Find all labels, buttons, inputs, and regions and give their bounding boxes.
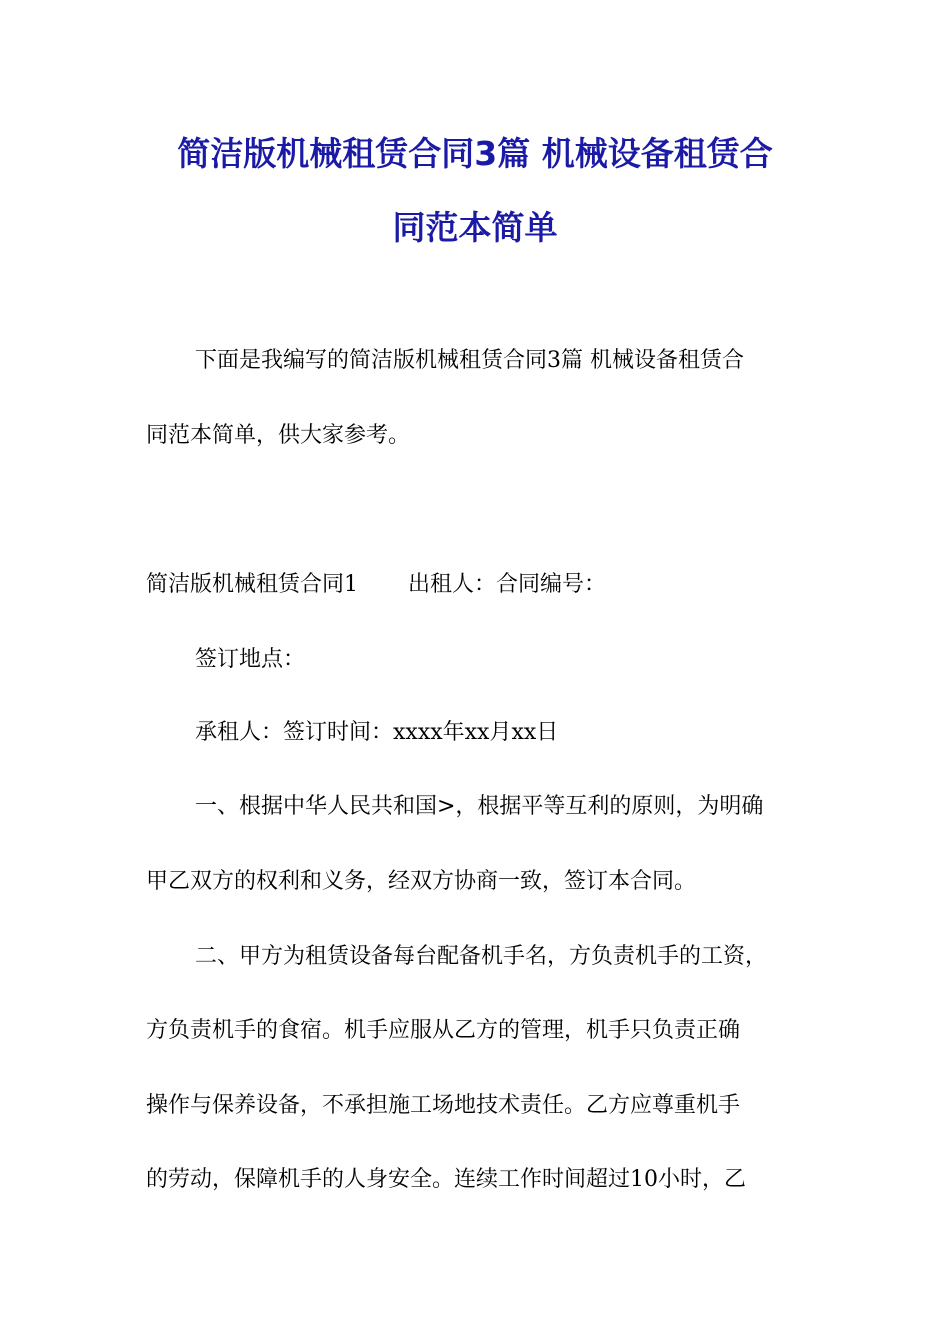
clause-2-line-1: 二、甲方为租赁设备每台配备机手名，方负责机手的工资， [195,944,768,969]
lessee-line: 承租人：签订时间：xxxx年xx月xx日 [195,720,559,745]
lessor-line: 出租人：合同编号： [408,572,607,597]
document-title-line-2: 同范本简单 [392,208,558,247]
contract-heading-row [146,570,606,600]
clause-2-line-4: 的劳动，保障机手的人身安全。连续工作时间超过10小时，乙 [146,1167,746,1192]
document-title-line-1: 简洁版机械租赁合同3篇 机械设备租赁合 [177,134,773,173]
clause-1-line-2: 甲乙双方的权利和义务，经双方协商一致，签订本合同。 [146,869,697,894]
clause-2-line-2: 方负责机手的食宿。机手应服从乙方的管理，机手只负责正确 [146,1018,741,1043]
sign-place-line: 签订地点： [195,647,306,672]
clause-2-line-3: 操作与保养设备，不承担施工场地技术责任。乙方应尊重机手 [146,1093,741,1118]
clause-1-line-1: 一、根据中华人民共和国>，根据平等互利的原则，为明确 [195,794,764,819]
intro-line-2: 同范本简单，供大家参考。 [146,423,411,448]
intro-line-1: 下面是我编写的简洁版机械租赁合同3篇 机械设备租赁合 [195,348,744,373]
contract-heading: 简洁版机械租赁合同1 [146,572,358,597]
